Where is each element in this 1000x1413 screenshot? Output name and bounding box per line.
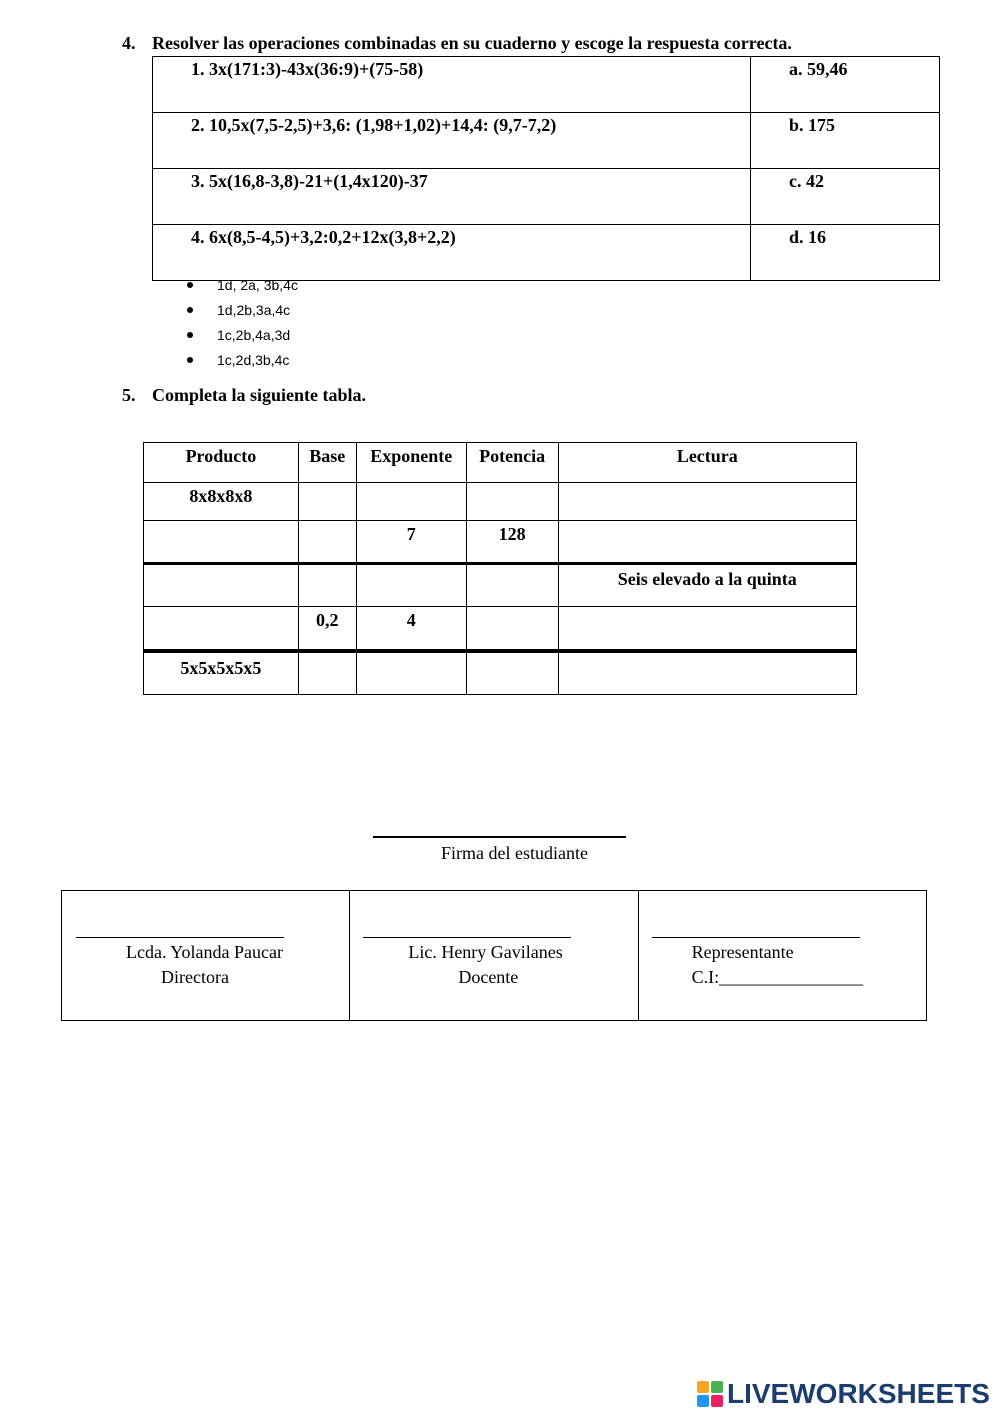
option-label: 1c,2d,3b,4c [217,352,290,368]
operation-expression: 2. 10,5x(7,5-2,5)+3,6: (1,98+1,02)+14,4: (9,7-7,2) [153,113,751,169]
producto-cell: 8x8x8x8 [144,483,299,521]
potencia-cell: 128 [466,521,558,564]
potencia-cell[interactable] [466,564,558,607]
header-lectura: Lectura [558,443,856,483]
table-row [144,483,857,521]
potencia-cell[interactable] [466,607,558,651]
producto-cell[interactable] [144,564,299,607]
answer-option[interactable] [185,325,298,350]
bullet-icon [187,307,193,313]
table-row [153,169,940,225]
exponente-cell[interactable] [356,564,466,607]
logo-text: LIVEWORKSHEETS [727,1378,990,1409]
table-row [144,651,857,695]
header-producto: Producto [144,443,299,483]
operation-expression: 4. 6x(8,5-4,5)+3,2:0,2+12x(3,8+2,2) [153,225,751,281]
operations-table [152,56,940,281]
producto-cell[interactable] [144,607,299,651]
powers-table [143,442,857,695]
question-5-number: 5. [122,385,136,405]
bullet-icon [187,332,193,338]
option-label: 1d, 2a, 3b,4c [217,277,298,293]
exponente-cell[interactable] [356,483,466,521]
exponente-cell: 7 [356,521,466,564]
lectura-cell: Seis elevado a la quinta [558,564,856,607]
question-4-text: Resolver las operaciones combinadas en su cuaderno y escoge la respuesta correcta. [152,33,792,53]
header-exponente: Exponente [356,443,466,483]
base-cell[interactable] [298,483,356,521]
header-base: Base [298,443,356,483]
logo-square [697,1381,709,1393]
student-signature-line [373,836,626,838]
lectura-cell[interactable] [558,607,856,651]
operation-answer: a. 59,46 [751,57,940,113]
question-5-text: Completa la siguiente tabla. [152,385,366,405]
signature-role: Docente [458,967,519,987]
producto-cell[interactable] [144,521,299,564]
lectura-cell[interactable] [558,651,856,695]
producto-cell: 5x5x5x5x5 [144,651,299,695]
operation-expression: 1. 3x(171:3)-43x(36:9)+(75-58) [153,57,751,113]
table-row [144,564,857,607]
table-row [153,225,940,281]
operation-expression: 3. 5x(16,8-3,8)-21+(1,4x120)-37 [153,169,751,225]
base-cell: 0,2 [298,607,356,651]
bullet-icon [187,282,193,288]
liveworksheets-mark-icon [697,1381,723,1407]
base-cell[interactable] [298,564,356,607]
signature-cell-directora [62,891,350,1021]
potencia-cell[interactable] [466,651,558,695]
answer-option[interactable] [185,275,298,300]
signature-role: C.I:________________ [691,967,864,987]
signature-line [76,937,284,938]
question-5-title [122,385,366,406]
lectura-cell[interactable] [558,483,856,521]
option-label: 1c,2b,4a,3d [217,327,291,343]
logo-square [697,1395,709,1407]
bullet-icon [187,357,193,363]
signature-name: Lcda. Yolanda Paucar [126,942,283,962]
operation-answer: c. 42 [751,169,940,225]
logo-square [711,1381,723,1393]
liveworksheets-logo [697,1378,990,1410]
question-4-number: 4. [122,33,136,53]
signature-role: Directora [161,967,229,987]
signature-cell-representante [638,891,926,1021]
signature-line [363,937,571,938]
operation-answer: b. 175 [751,113,940,169]
answer-options [185,275,298,375]
table-row [144,521,857,564]
answer-option[interactable] [185,300,298,325]
answer-option[interactable] [185,350,298,375]
signatures-table [61,890,927,1021]
logo-square [711,1395,723,1407]
signature-cell-docente [350,891,638,1021]
lectura-cell[interactable] [558,521,856,564]
operation-answer: d. 16 [751,225,940,281]
potencia-cell[interactable] [466,483,558,521]
table-row [144,607,857,651]
base-cell[interactable] [298,521,356,564]
table-row [153,113,940,169]
base-cell[interactable] [298,651,356,695]
header-potencia: Potencia [466,443,558,483]
signature-name: Lic. Henry Gavilanes [408,942,563,962]
question-4-title [122,33,792,54]
signature-name: Representante [691,942,794,962]
exponente-cell[interactable] [356,651,466,695]
signature-line [652,937,860,938]
option-label: 1d,2b,3a,4c [217,302,291,318]
student-signature-label: Firma del estudiante [441,843,588,863]
table-row [62,891,927,1021]
exponente-cell: 4 [356,607,466,651]
table-row [153,57,940,113]
table-header-row [144,443,857,483]
